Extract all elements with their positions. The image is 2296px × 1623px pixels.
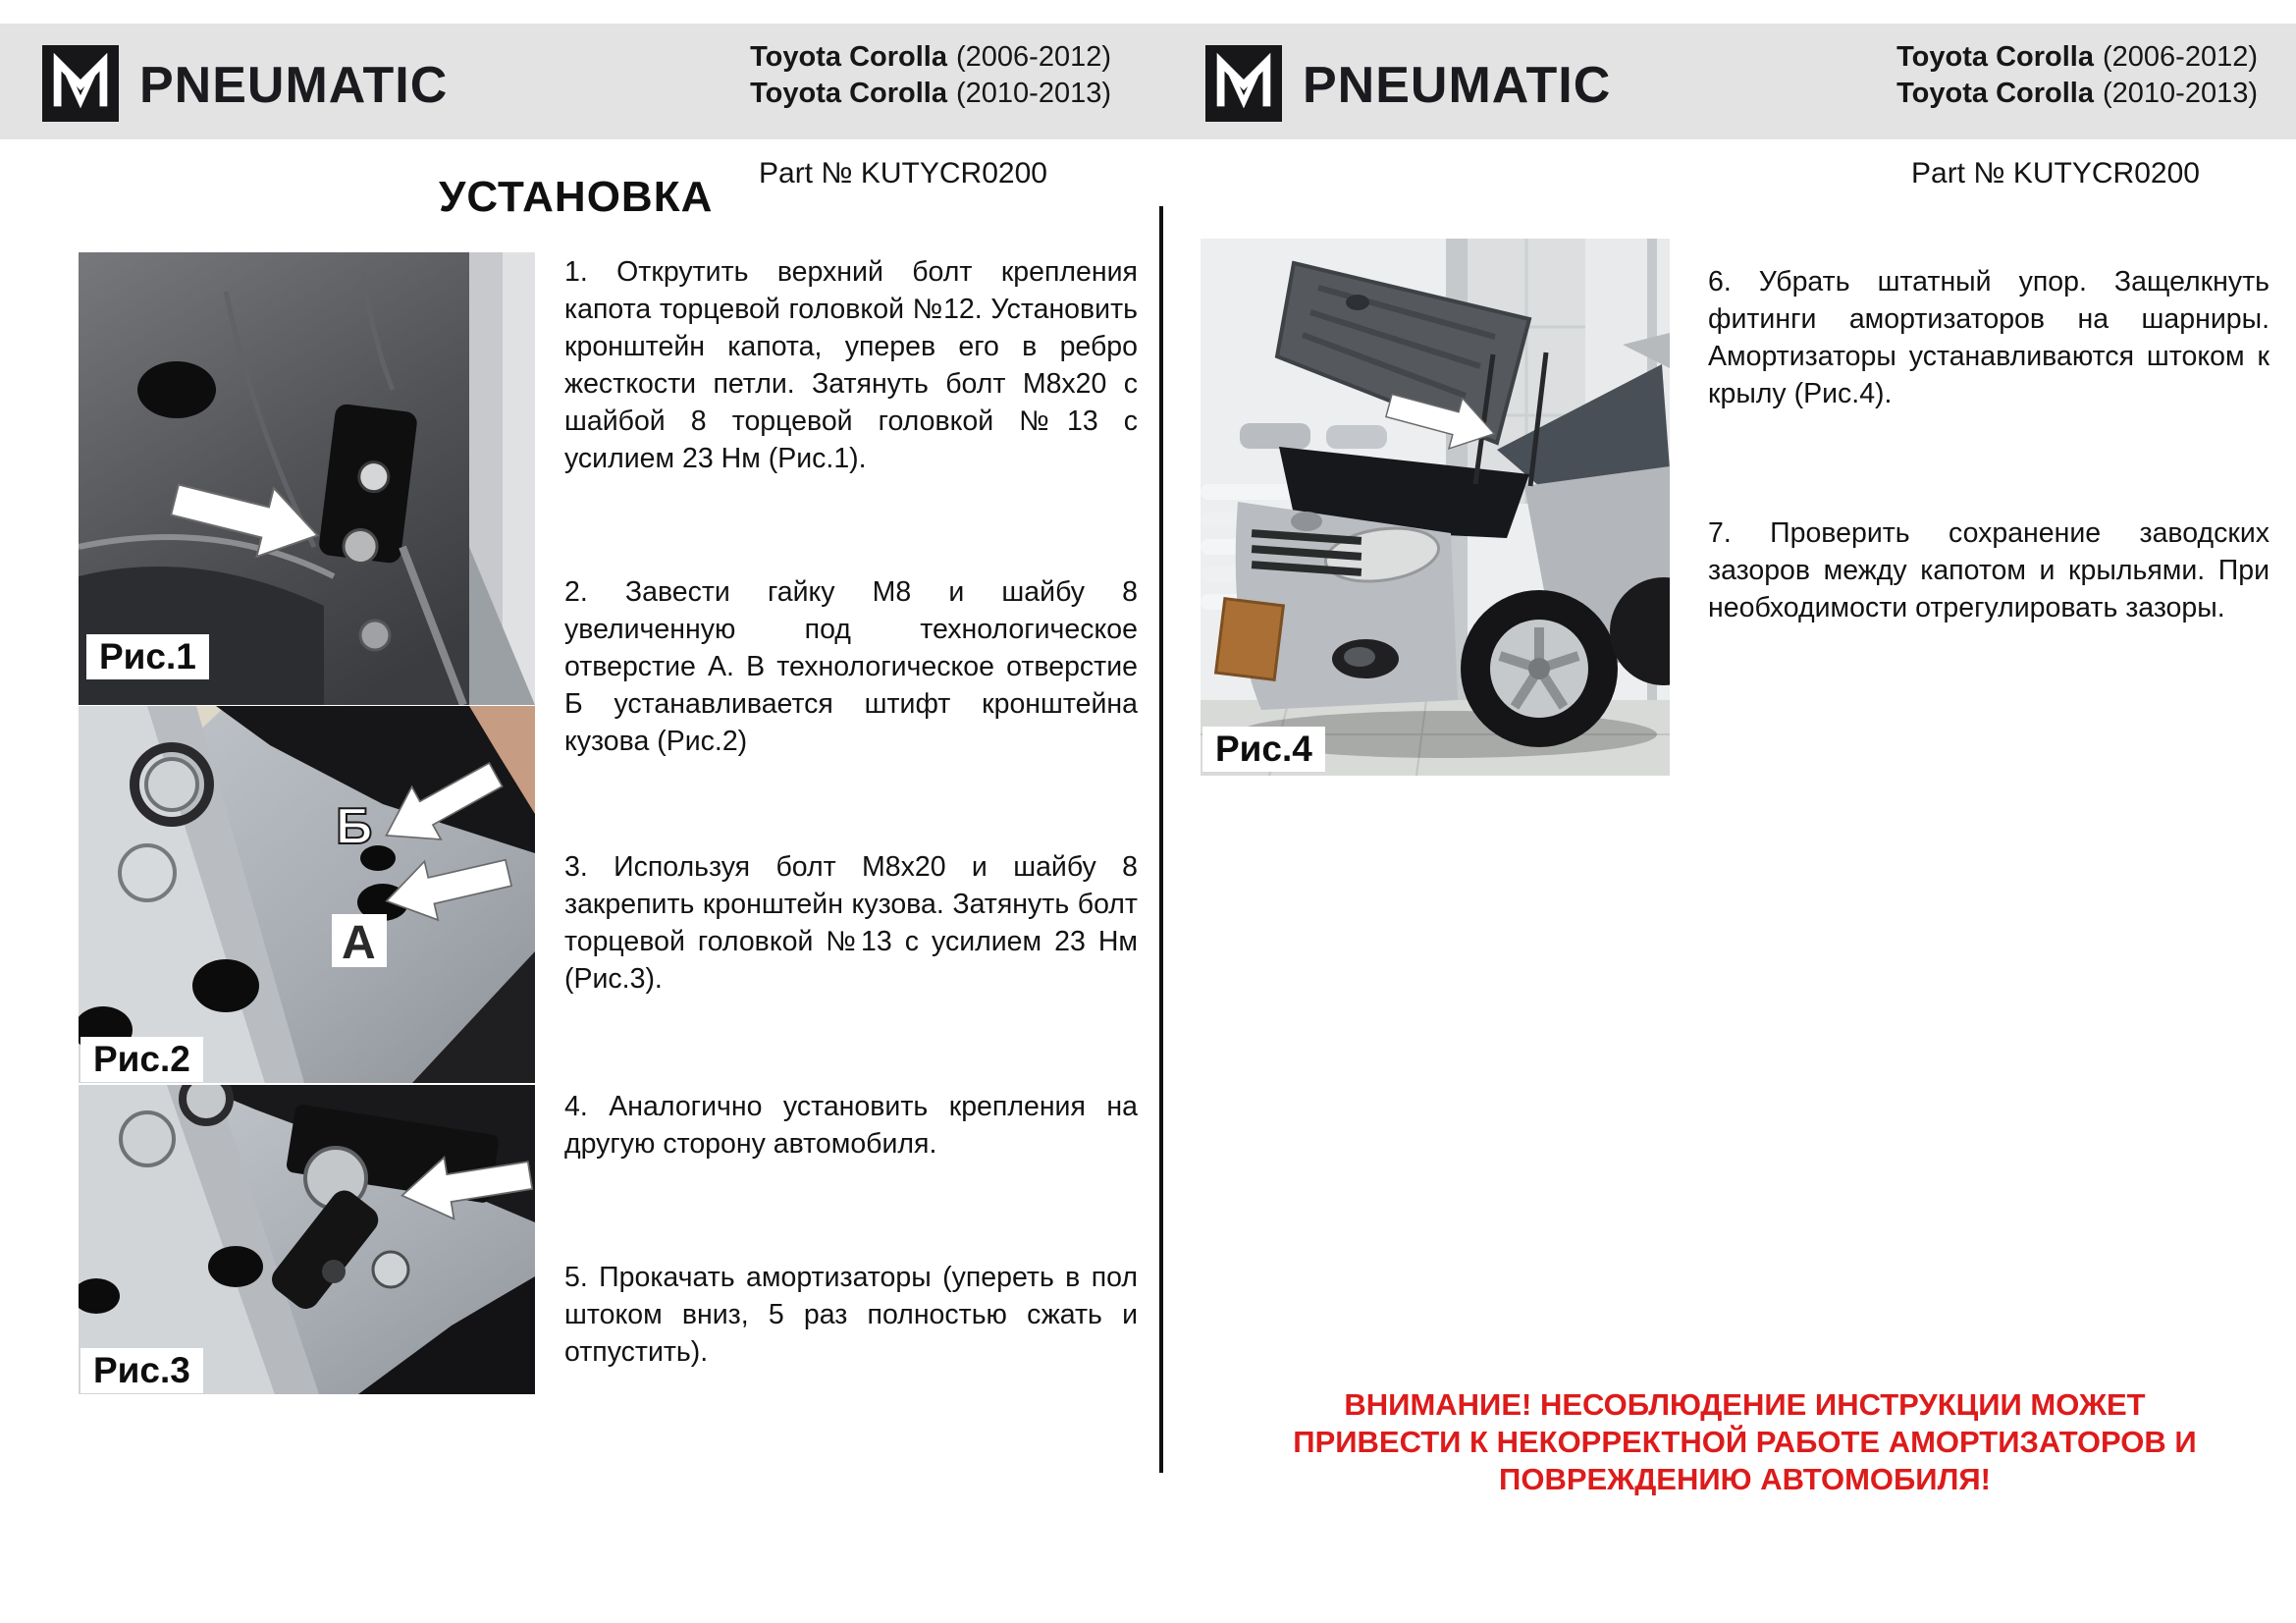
body-holes-photo [79,706,535,1083]
step-6: 6. Убрать штатный упор. Защелкнуть фитинги амортизаторов на шарниры. Амортизаторы устанавливаются штоком к крылу (Рис.4). [1708,266,2269,409]
part-number: Part № KUTYCR0200 [1911,157,2200,189]
figure-2-caption: Рис.2 [80,1037,203,1082]
figure-3-photo [79,1085,535,1394]
model-years: (2010-2013) [2103,78,2258,109]
figure-1-caption: Рис.1 [86,634,209,679]
page-title: УСТАНОВКА [439,173,714,221]
model-name: Toyota Corolla [750,41,947,73]
model-name: Toyota Corolla [1896,78,2094,109]
figure-2-photo [79,706,535,1083]
pneumatic-logo-icon [42,45,119,122]
figure-4-photo [1201,239,1670,776]
model-years-right [1834,39,2258,112]
brand-name: PNEUMATIC [139,57,449,114]
brand-name: PNEUMATIC [1303,57,1612,114]
figure-4-caption: Рис.4 [1202,727,1325,772]
model-years: (2006-2012) [956,41,1111,73]
model-line [687,39,1111,76]
car-open-hood-photo [1201,239,1670,776]
model-years: (2010-2013) [956,78,1111,109]
model-line [687,76,1111,112]
pneumatic-logo-icon [1205,45,1282,122]
license-plate [1216,599,1284,680]
warning-text: ВНИМАНИЕ! НЕСОБЛЮДЕНИЕ ИНСТРУКЦИИ МОЖЕТ ПРИВЕСТИ К НЕКОРРЕКТНОЙ РАБОТЕ АМОРТИЗАТОРОВ И ПОВРЕЖДЕНИЮ АВТОМОБИЛЯ! [1293,1387,2197,1496]
model-years-left [687,39,1111,112]
hole-a-label: А [342,917,376,969]
step-1: 1. Открутить верхний болт крепления капота торцевой головкой №12. Установить кронштейн капота, уперев его в ребро жесткости петли. Затянуть болт М8х20 с шайбой 8 торцевой головкой №13 с усилием 23 Нм (Рис.1). [564,256,1138,474]
model-line [1834,39,2258,76]
part-number: Part № KUTYCR0200 [759,157,1047,189]
step-4: 4. Аналогично установить крепления на другую сторону автомобиля. [564,1091,1138,1160]
step-2: 2. Завести гайку М8 и шайбу 8 увеличенную под технологическое отверстие А. В технологическое отверстие Б устанавливается штифт кронштейна кузова (Рис.2) [564,576,1138,757]
model-years: (2006-2012) [2103,41,2258,73]
model-line [1834,76,2258,112]
step-3: 3. Используя болт М8х20 и шайбу 8 закрепить кронштейн кузова. Затянуть болт торцевой головкой №13 с усилием 23 Нм (Рис.3). [564,851,1138,995]
figure-3-caption: Рис.3 [80,1348,203,1393]
model-name: Toyota Corolla [750,78,947,109]
hole-b-label: Б [336,798,373,855]
figure-1-photo [79,252,535,705]
step-7: 7. Проверить сохранение заводских зазоров между капотом и крыльями. При необходимости отрегулировать зазоры. [1708,517,2269,623]
model-name: Toyota Corolla [1896,41,2094,73]
page-divider [1159,206,1163,1473]
step-5: 5. Прокачать амортизаторы (упереть в пол штоком вниз, 5 раз полностью сжать и отпустить). [564,1262,1138,1368]
